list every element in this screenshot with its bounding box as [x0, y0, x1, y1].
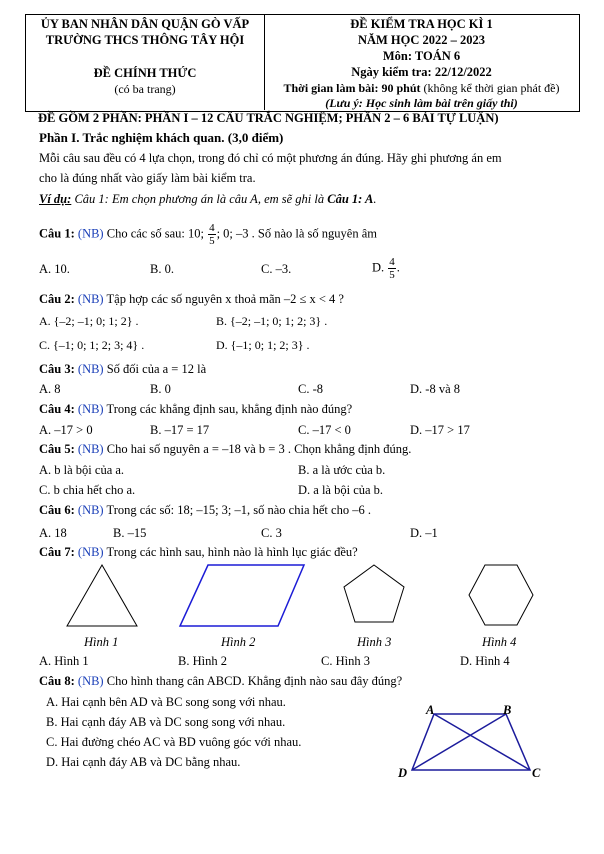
vertex-c-label: C	[532, 766, 541, 780]
q3-option-b: B. 0	[150, 382, 171, 396]
q1-stem: Câu 1: (NB) Cho các số sau: 10; $\frac{4}{5}$ ; 0; –3 . Số nào là số nguyên âm	[39, 222, 377, 247]
vertex-b-label: B	[503, 703, 512, 717]
q2-option-a: A. {–2; –1; 0; 1; 2} .	[39, 314, 139, 328]
caption-figure-2: Hình 2	[221, 635, 256, 649]
q7-figures	[0, 560, 604, 640]
q8-stem: Câu 8: (NB) Cho hình thang cân ABCD. Khẳng định nào sau đây đúng?	[39, 674, 403, 688]
caption-figure-3: Hình 3	[357, 635, 392, 649]
q4-option-a: A. –17 > 0	[39, 423, 93, 437]
q4-option-d: D. –17 > 17	[410, 423, 470, 437]
q7-option-b: B. Hình 2	[178, 654, 227, 668]
hexagon-figure	[469, 565, 533, 625]
triangle-figure	[67, 565, 137, 626]
vertex-a-label: A	[426, 703, 435, 717]
q1-option-b: B. 0.	[150, 262, 174, 276]
header-subject: Môn: TOÁN 6	[382, 49, 461, 63]
q3-stem: Câu 3: (NB) Số đối của a = 12 là	[39, 362, 207, 376]
intro-line1: Mỗi câu sau đều có 4 lựa chọn, trong đó chỉ có một phương án đúng. Hãy ghi phương án em	[39, 151, 502, 165]
q3-option-c: C. -8	[298, 382, 323, 396]
q1-option-c: C. –3.	[261, 262, 292, 276]
header-authority: ỦY BAN NHÂN DÂN QUẬN GÒ VẤP	[40, 17, 250, 31]
q1-option-a: A. 10.	[39, 262, 70, 276]
q7-option-c: C. Hình 3	[321, 654, 370, 668]
q6-option-a: A. 18	[39, 526, 67, 540]
header-exam-date: Ngày kiểm tra: 22/12/2022	[351, 65, 492, 79]
q1-option-d: D. $\frac{4}{5}$ .	[372, 256, 400, 281]
intro-line2: cho là đúng nhất vào giấy làm bài kiểm tra.	[39, 171, 256, 185]
q2-stem: Câu 2: (NB) Tập hợp các số nguyên x thoả mãn –2 ≤ x < 4 ?	[39, 292, 344, 306]
q5-option-b: B. a là ước của b.	[298, 463, 386, 477]
header-school: TRƯỜNG THCS THÔNG TÂY HỘI	[45, 33, 245, 47]
header-note: (Lưu ý: Học sinh làm bài trên giấy thi)	[325, 96, 518, 110]
q4-option-b: B. –17 = 17	[150, 423, 210, 437]
parallelogram-figure	[180, 565, 304, 626]
q2-option-c: C. {–1; 0; 1; 2; 3; 4} .	[39, 338, 145, 352]
header-pages: (có ba trang)	[114, 82, 176, 96]
header-exam-title: ĐỀ KIỂM TRA HỌC KÌ 1	[350, 17, 493, 31]
q6-option-d: D. –1	[410, 526, 438, 540]
trapezoid-figure	[390, 700, 550, 790]
q6-option-b: B. –15	[113, 526, 147, 540]
q8-option-a: A. Hai cạnh bên AD và BC song song với nhau.	[46, 695, 286, 709]
example-line: Ví dụ: Câu 1: Em chọn phương án là câu A, em sẽ ghi là Câu 1: A.	[39, 192, 377, 206]
header-school-year: NĂM HỌC 2022 – 2023	[357, 33, 486, 47]
q7-stem: Câu 7: (NB) Trong các hình sau, hình nào là hình lục giác đều?	[39, 545, 358, 559]
part1-heading: Phần I. Trắc nghiệm khách quan. (3,0 điểm)	[39, 130, 284, 145]
q6-stem: Câu 6: (NB) Trong các số: 18; –15; 3; –1, số nào chia hết cho –6 .	[39, 503, 371, 517]
q5-option-d: D. a là bội của b.	[298, 483, 384, 497]
q8-option-d: D. Hai cạnh đáy AB và DC bằng nhau.	[46, 755, 241, 769]
exam-structure-title: ĐỀ GỒM 2 PHẦN: PHẦN I – 12 CÂU TRẮC NGHIỆM; PHẦN 2 – 6 BÀI TỰ LUẬN)	[38, 111, 499, 125]
vertex-d-label: D	[398, 766, 408, 780]
header-official: ĐỀ CHÍNH THỨC	[93, 66, 197, 80]
q5-option-c: C. b chia hết cho a.	[39, 483, 136, 497]
q3-option-d: D. -8 và 8	[410, 382, 460, 396]
q6-option-c: C. 3	[261, 526, 282, 540]
q5-stem: Câu 5: (NB) Cho hai số nguyên a = –18 và b = 3 . Chọn khẳng định đúng.	[39, 442, 412, 456]
caption-figure-1: Hình 1	[84, 635, 119, 649]
q8-option-c: C. Hai đường chéo AC và BD vuông góc với nhau.	[46, 735, 302, 749]
q4-stem: Câu 4: (NB) Trong các khẳng định sau, khẳng định nào đúng?	[39, 402, 353, 416]
q4-option-c: C. –17 < 0	[298, 423, 351, 437]
q7-option-a: A. Hình 1	[39, 654, 89, 668]
q8-option-b: B. Hai cạnh đáy AB và DC song song với nhau.	[46, 715, 286, 729]
q7-option-d: D. Hình 4	[460, 654, 510, 668]
q3-option-a: A. 8	[39, 382, 61, 396]
q2-option-b: B. {–2; –1; 0; 1; 2; 3} .	[216, 314, 328, 328]
header-duration: Thời gian làm bài: 90 phút (không kể thời gian phát đề)	[283, 81, 560, 95]
q2-option-d: D. {–1; 0; 1; 2; 3} .	[216, 338, 310, 352]
q5-option-a: A. b là bội của a.	[39, 463, 125, 477]
q1-fraction: $\frac{4}{5}$	[209, 222, 215, 247]
pentagon-figure	[344, 565, 404, 622]
caption-figure-4: Hình 4	[482, 635, 517, 649]
